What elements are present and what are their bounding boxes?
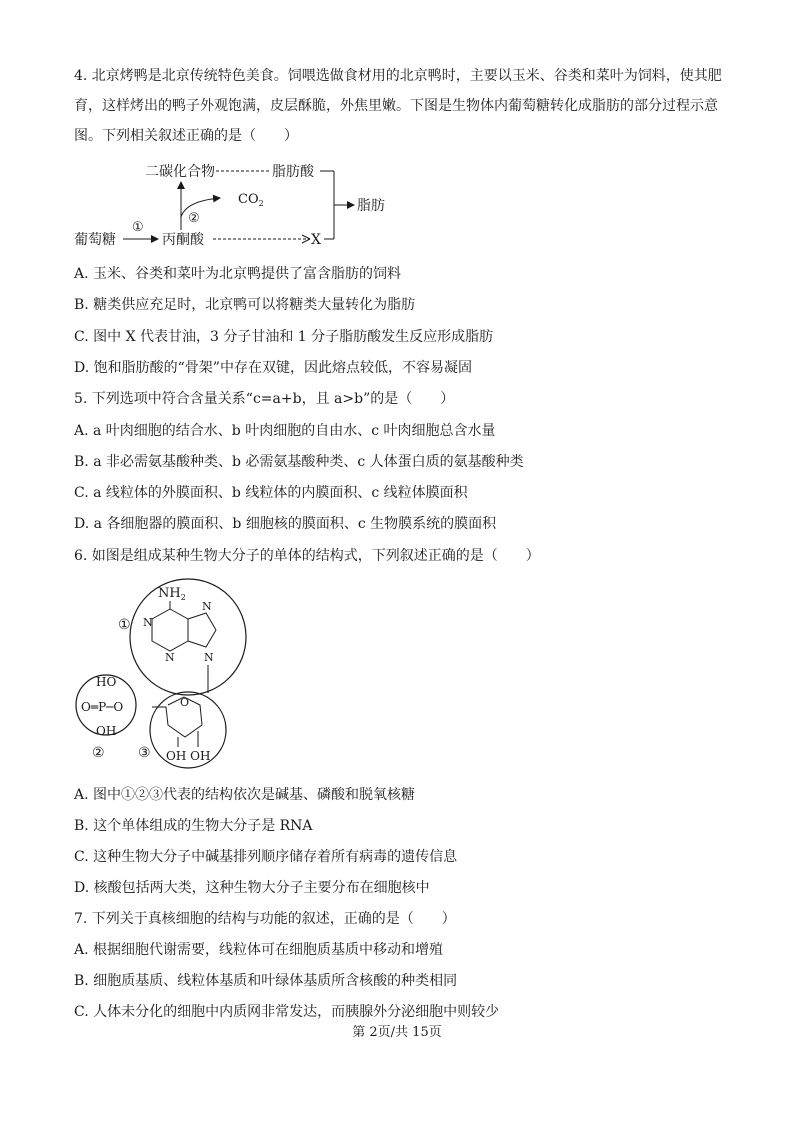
q4-option-c: C. 图中 X 代表甘油，3 分子甘油和 1 分子脂肪酸发生反应形成脂肪 <box>74 329 494 345</box>
six-ring <box>152 601 188 651</box>
label-3: ③ <box>138 745 151 761</box>
carbon-compound-label: 二碳化合物 <box>145 164 215 180</box>
q5-stem: 5. 下列选项中符合含量关系“c=a+b，且 a>b”的是（ ） <box>74 391 455 407</box>
arrowhead-to-x-bottom <box>302 239 310 243</box>
label-1: ① <box>118 617 131 633</box>
ho-label: HO <box>96 675 117 689</box>
q7-stem: 7. 下列关于真核细胞的结构与功能的叙述，正确的是（ ） <box>74 911 456 927</box>
q5-option-b: B. a 非必需氨基酸种类、b 必需氨基酸种类、c 人体蛋白质的氨基酸种类 <box>74 454 524 470</box>
q6-option-d: D. 核酸包括两大类，这种生物大分子主要分布在细胞核中 <box>74 880 430 896</box>
nh2-label: $NH_2$ <box>158 586 186 602</box>
arrowhead-to-x-top <box>302 235 310 239</box>
n-atom-3: N <box>202 600 212 613</box>
ring-oxygen: O <box>180 696 190 709</box>
five-ring <box>188 613 216 647</box>
pyruvate-label: 丙酮酸 <box>162 232 204 248</box>
fatty-acid-label: 脂肪酸 <box>272 164 314 180</box>
q6-option-c: C. 这种生物大分子中碱基排列顺序储存着所有病毒的遗传信息 <box>74 849 458 865</box>
label-2: ② <box>92 745 105 761</box>
glucose-to-fat-diagram <box>70 155 410 255</box>
n-atom-1: N <box>143 616 153 629</box>
ribose-ring <box>152 697 202 737</box>
n-atom-2: N <box>165 651 175 664</box>
fat-label: 脂肪 <box>357 198 385 214</box>
q6-option-a: A. 图中①②③代表的结构依次是碱基、磷酸和脱氧核糖 <box>74 787 416 803</box>
q7-option-c: C. 人体未分化的细胞中内质网非常发达，而胰腺外分泌细胞中则较少 <box>74 1004 500 1020</box>
n-atom-4: N <box>204 651 214 664</box>
q6-option-b: B. 这个单体组成的生物大分子是 RNA <box>74 818 313 834</box>
q4-stem-line-3: 图。下列相关叙述正确的是（ ） <box>74 128 298 144</box>
nucleotide-structure-diagram <box>70 575 260 780</box>
phosphate-group: O═P─O <box>81 700 124 714</box>
q7-option-a: A. 根据细胞代谢需要，线粒体可在细胞质基质中移动和增殖 <box>74 942 444 958</box>
q4-stem-line-2: 育，这样烤出的鸭子外观饱满，皮层酥脆，外焦里嫩。下图是生物体内葡萄糖转化成脂肪的部分过程示意 <box>74 98 718 114</box>
q4-option-b: B. 糖类供应充足时，北京鸭可以将糖类大量转化为脂肪 <box>74 297 416 313</box>
q4-option-a: A. 玉米、谷类和菜叶为北京鸭提供了富含脂肪的饲料 <box>74 266 402 282</box>
step2-label: ② <box>188 211 200 226</box>
step1-label: ① <box>132 220 144 235</box>
glucose-label: 葡萄糖 <box>74 232 116 248</box>
q6-stem: 6. 如图是组成某种生物大分子的单体的结构式，下列叙述正确的是（ ） <box>74 548 540 564</box>
hydroxyl-groups: OH OH <box>166 749 211 763</box>
q5-option-a: A. a 叶肉细胞的结合水、b 叶肉细胞的自由水、c 叶肉细胞总含水量 <box>74 423 496 439</box>
x-label: X <box>311 232 321 248</box>
q5-option-c: C. a 线粒体的外膜面积、b 线粒体的内膜面积、c 线粒体膜面积 <box>74 485 468 501</box>
q5-option-d: D. a 各细胞器的膜面积、b 细胞核的膜面积、c 生物膜系统的膜面积 <box>74 516 497 532</box>
arrow-to-co2 <box>181 198 220 217</box>
q7-option-b: B. 细胞质基质、线粒体基质和叶绿体基质所含核酸的种类相同 <box>74 973 458 989</box>
oh-label: OH <box>96 724 117 738</box>
q4-stem-line-1: 4. 北京烤鸭是北京传统特色美食。饲喂选做食材用的北京鸭时，主要以玉米、谷类和菜叶为饲料，使其肥 <box>74 68 722 84</box>
page-footer: 第 2页/共 15页 <box>352 1025 442 1040</box>
co2-label: $CO_2$ <box>238 192 264 208</box>
q4-option-d: D. 饱和脂肪酸的“骨架”中存在双键，因此熔点较低，不容易凝固 <box>74 360 472 376</box>
